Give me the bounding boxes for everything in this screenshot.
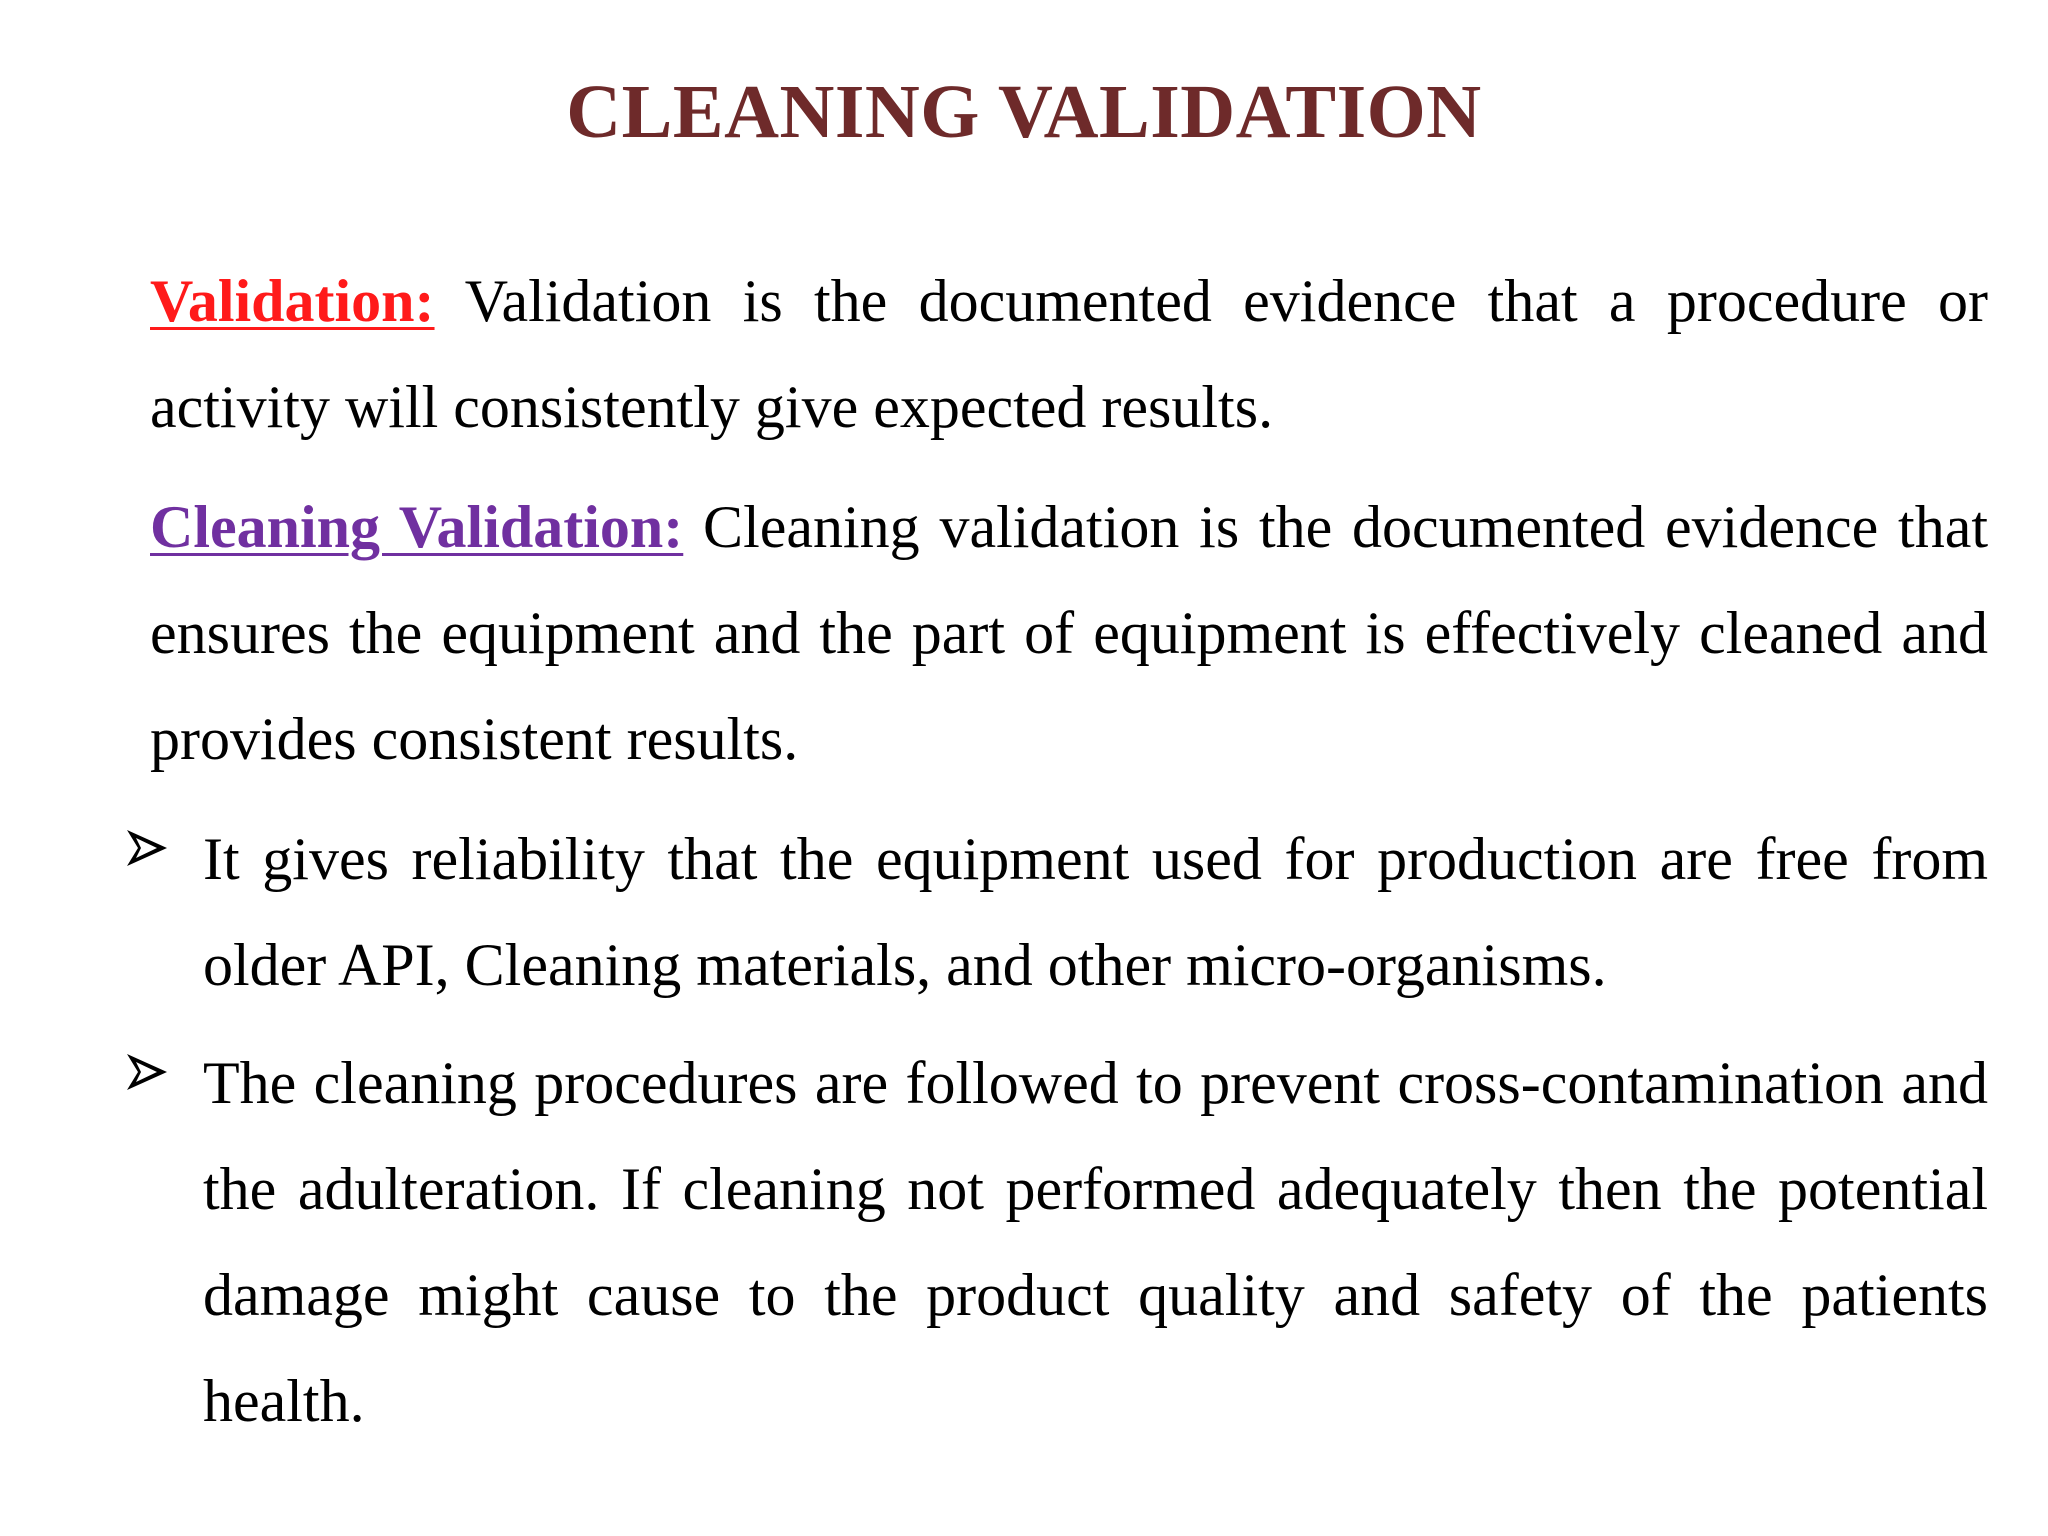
slide-title: CLEANING VALIDATION <box>566 70 1482 154</box>
definition-term-cleaning-validation: Cleaning Validation: <box>150 494 684 560</box>
bullet-text: It gives reliability that the equipment used for production are free from older API, Cleaning materials, and other micro-organisms. <box>203 826 1988 998</box>
definition-text-validation: Validation is the documented evidence that a procedure or activity will consistently give expected results. <box>150 268 1988 440</box>
definition-text-cleaning-validation: Cleaning validation is the documented evidence that ensures the equipment and the part of equipment is effectively cleaned and provides consistent results. <box>150 494 1988 772</box>
bullet-text: The cleaning procedures are followed to prevent cross-contamination and the adulteration. If cleaning not performed adequately then the potential damage might cause to the product quality and safety of the patients health. <box>203 1050 1988 1434</box>
arrowhead-bullet-icon <box>125 1050 169 1094</box>
definition-term-validation: Validation: <box>150 268 435 334</box>
definition-validation <box>150 248 1988 460</box>
arrowhead-bullet-icon <box>125 826 169 870</box>
definition-cleaning-validation <box>150 474 1988 792</box>
